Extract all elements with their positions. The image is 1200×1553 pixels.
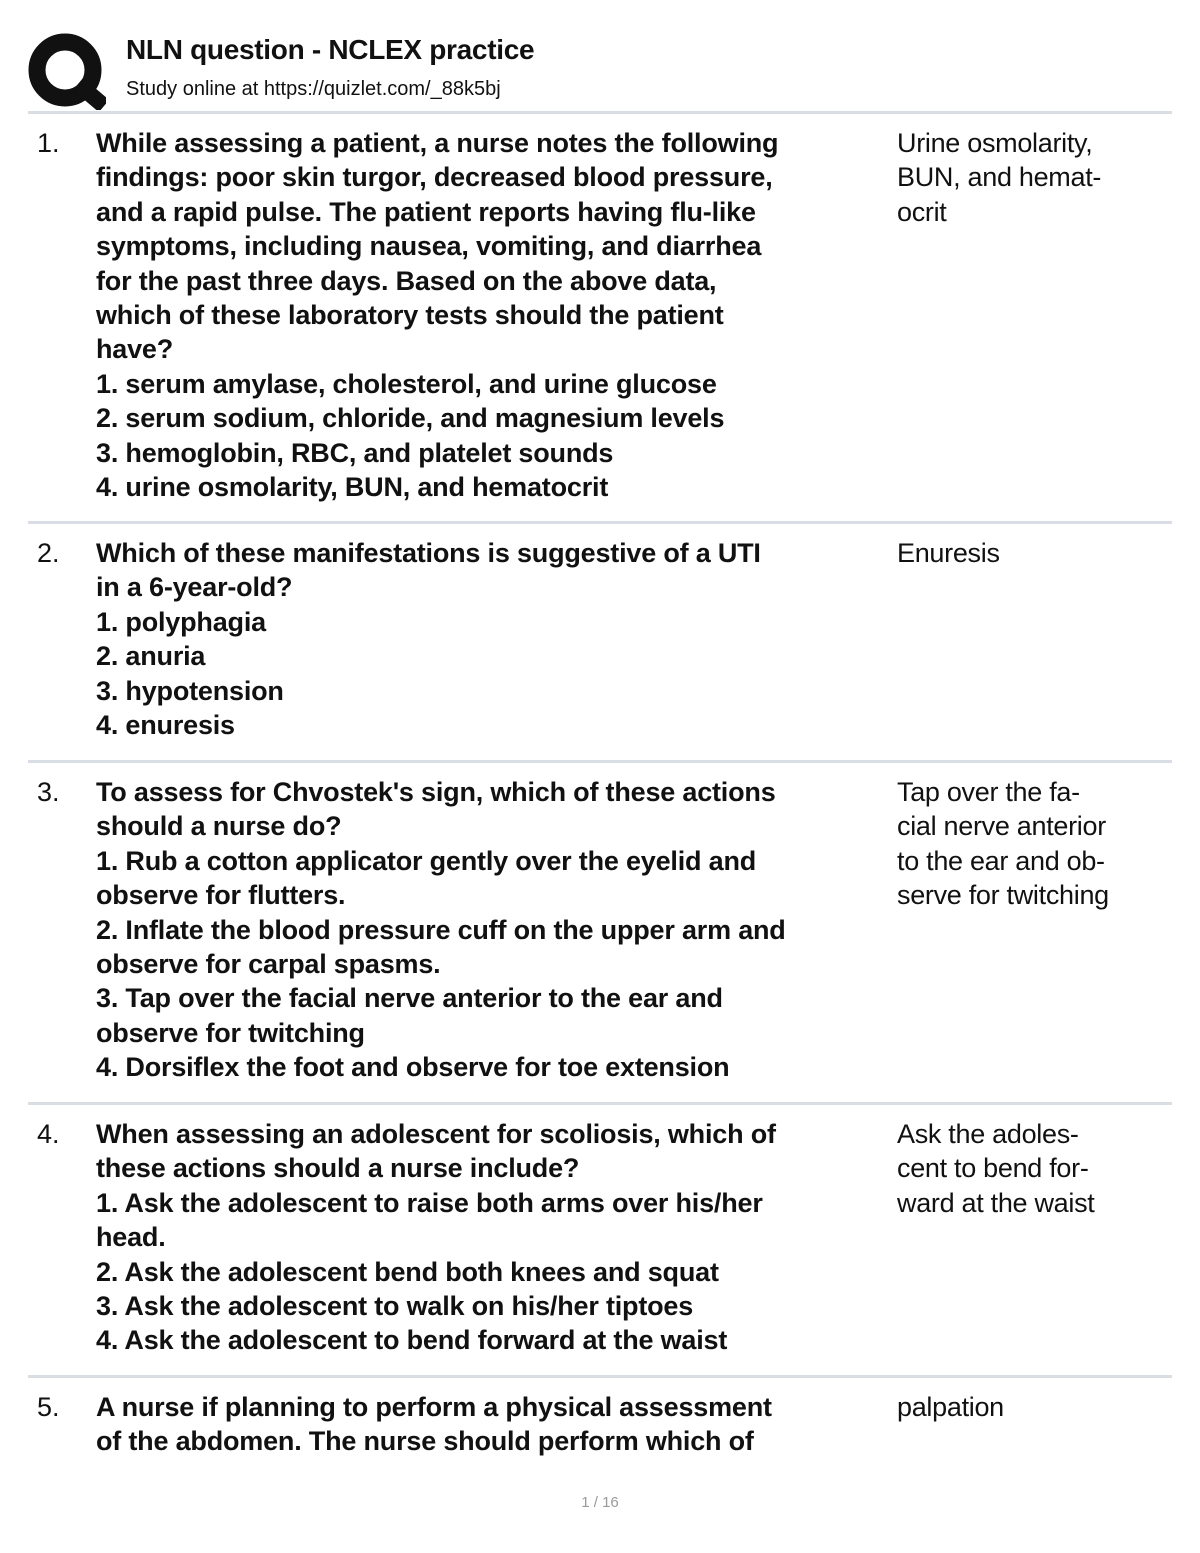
question-number: 1. [37,128,60,158]
question-option: 3. Ask the adolescent to walk on his/her tiptoes [96,1291,694,1322]
question-line: should a nurse do? [96,811,342,842]
question-line: While assessing a patient, a nurse notes the following [96,128,779,158]
question-option: 3. hemoglobin, RBC, and platelet sounds [96,437,614,468]
divider [28,1375,1172,1378]
divider [28,1102,1172,1105]
study-link-text: Study online at https://quizlet.com/_88k5bj [126,78,501,100]
question-option: 4. Dorsiflex the foot and observe for toe extension [96,1052,730,1083]
divider [28,111,1172,114]
answer-text [897,1390,1172,1424]
answer-line: Enuresis [897,538,1000,568]
answer-line: serve for twitching [897,880,1109,911]
divider [28,760,1172,763]
answer-line: Urine osmolarity, [897,128,1093,158]
question-line: have? [96,334,174,365]
question-option: 1. polyphagia [96,606,266,637]
answer-line: ocrit [897,196,947,227]
question-text [96,1117,896,1358]
page-indicator: 1 / 16 [581,1494,619,1511]
question-option: head. [96,1222,166,1253]
question-option: 2. serum sodium, chloride, and magnesium levels [96,403,725,434]
question-line: these actions should a nurse include? [96,1153,580,1184]
question-line: and a rapid pulse. The patient reports having flu-like [96,196,756,227]
document-title: NLN question - NCLEX practice [126,34,535,65]
answer-line: cial nerve anterior [897,811,1106,842]
page-header [28,28,1172,110]
question-line: When assessing an adolescent for scoliosis, which of [96,1119,776,1149]
question-line: for the past three days. Based on the above data, [96,265,717,296]
answer-text [897,536,1172,570]
question-option: 2. Ask the adolescent bend both knees and squat [96,1256,719,1287]
question-number: 3. [37,777,60,807]
answer-line: ward at the waist [897,1187,1095,1218]
quizlet-logo-icon [28,32,106,110]
question-option: 4. Ask the adolescent to bend forward at the waist [96,1325,728,1356]
question-text [96,1390,896,1459]
question-option: 2. Inflate the blood pressure cuff on the upper arm and [96,914,786,945]
question-line: Which of these manifestations is suggestive of a UTI [96,538,761,568]
question-line: of the abdomen. The nurse should perform which of [96,1426,754,1457]
answer-line: cent to bend for- [897,1153,1089,1184]
question-text [96,536,896,742]
answer-text [897,1117,1172,1220]
question-text [96,126,896,504]
question-option: observe for carpal spasms. [96,949,441,980]
question-option: 3. hypotension [96,675,284,706]
answer-line: Tap over the fa- [897,777,1080,807]
question-option: 4. enuresis [96,710,235,741]
question-text [96,775,896,1085]
question-number: 4. [37,1119,60,1149]
question-line: symptoms, including nausea, vomiting, and diarrhea [96,231,762,262]
question-line: A nurse if planning to perform a physical assessment [96,1392,772,1422]
answer-line: Ask the adoles- [897,1119,1079,1149]
question-option: observe for flutters. [96,880,346,911]
question-option: 1. serum amylase, cholesterol, and urine glucose [96,368,717,399]
question-number: 2. [37,538,60,568]
question-option: 2. anuria [96,641,206,672]
answer-text [897,775,1172,913]
answer-line: to the ear and ob- [897,845,1105,876]
answer-line: palpation [897,1392,1004,1422]
question-option: 4. urine osmolarity, BUN, and hematocrit [96,472,609,503]
question-number: 5. [37,1392,60,1422]
divider [28,521,1172,524]
question-option: 3. Tap over the facial nerve anterior to the ear and [96,983,723,1014]
answer-line: BUN, and hemat- [897,162,1102,193]
question-option: 1. Rub a cotton applicator gently over the eyelid and [96,845,757,876]
question-line: which of these laboratory tests should the patient [96,300,724,331]
question-option: observe for twitching [96,1017,365,1048]
question-line: in a 6-year-old? [96,572,293,603]
question-line: findings: poor skin turgor, decreased blood pressure, [96,162,773,193]
answer-text [897,126,1172,229]
question-option: 1. Ask the adolescent to raise both arms over his/her [96,1187,763,1218]
question-line: To assess for Chvostek's sign, which of these actions [96,777,776,807]
